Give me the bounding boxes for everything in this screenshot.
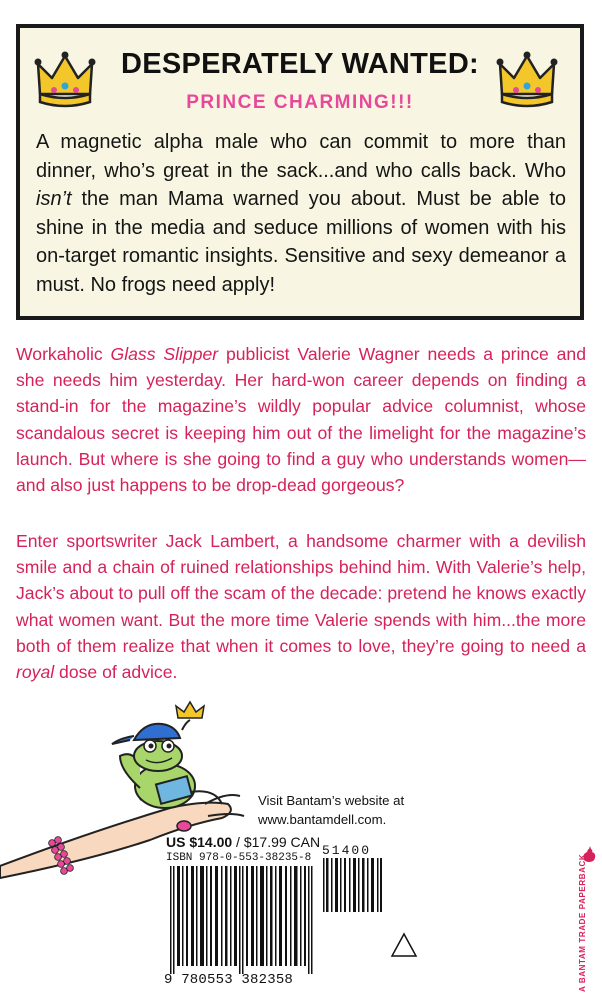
ad-body-text: A magnetic alpha male who can commit to more than dinner, who’s great in the sack...and who calls back. Who isn’t the man Mama warned you about. Must be able to shine in the media and seduce millions of women with his on-target romantic insights. Sensitive and sexy demeanor a must. No frogs need apply! [36,131,566,296]
price-barcode [322,858,384,912]
isbn-text: ISBN 978-0-553-38235-8 [166,852,312,864]
blurb-paragraph-2: Enter sportswriter Jack Lambert, a handsome charmer with a devilish smile and a chain of ruined relationships behind him. With Valerie’s help, Jack’s about to pull off the scam of the decade: pretend he knows exactly what women want. But the more time Valerie spends with him...the more both of them realize that when it comes to love, they’re going to need a royal dose of advice. [16,531,586,683]
barcode [166,866,316,974]
ad-subhead: PRINCE CHARMING!!! [186,92,414,113]
price-code: 51400 [322,843,372,858]
blurb-paragraph-1: Workaholic Glass Slipper publicist Valerie Wagner needs a prince and she needs him yesterday. Her hard-won career depends on finding a stand-in for the magazine’s wildly popular advice columnist, whose scandalous secret is keeping him out of the limelight for the magazine’s launch. But where is she going to find a guy who understands women—and also just happens to be drop-dead gorgeous? [16,344,586,496]
price-line: US $14.00 / $17.99 CAN [166,834,321,850]
triangle-icon [390,932,418,958]
publisher-website: Visit Bantam’s website at www.bantamdell.com. [258,793,405,827]
barcode-digits: 9 780553 382358 [164,972,294,988]
wanted-ad-box [16,24,584,320]
ad-headline: DESPERATELY WANTED: [120,48,480,80]
imprint-label: A BANTAM TRADE PAPERBACK [578,853,587,992]
